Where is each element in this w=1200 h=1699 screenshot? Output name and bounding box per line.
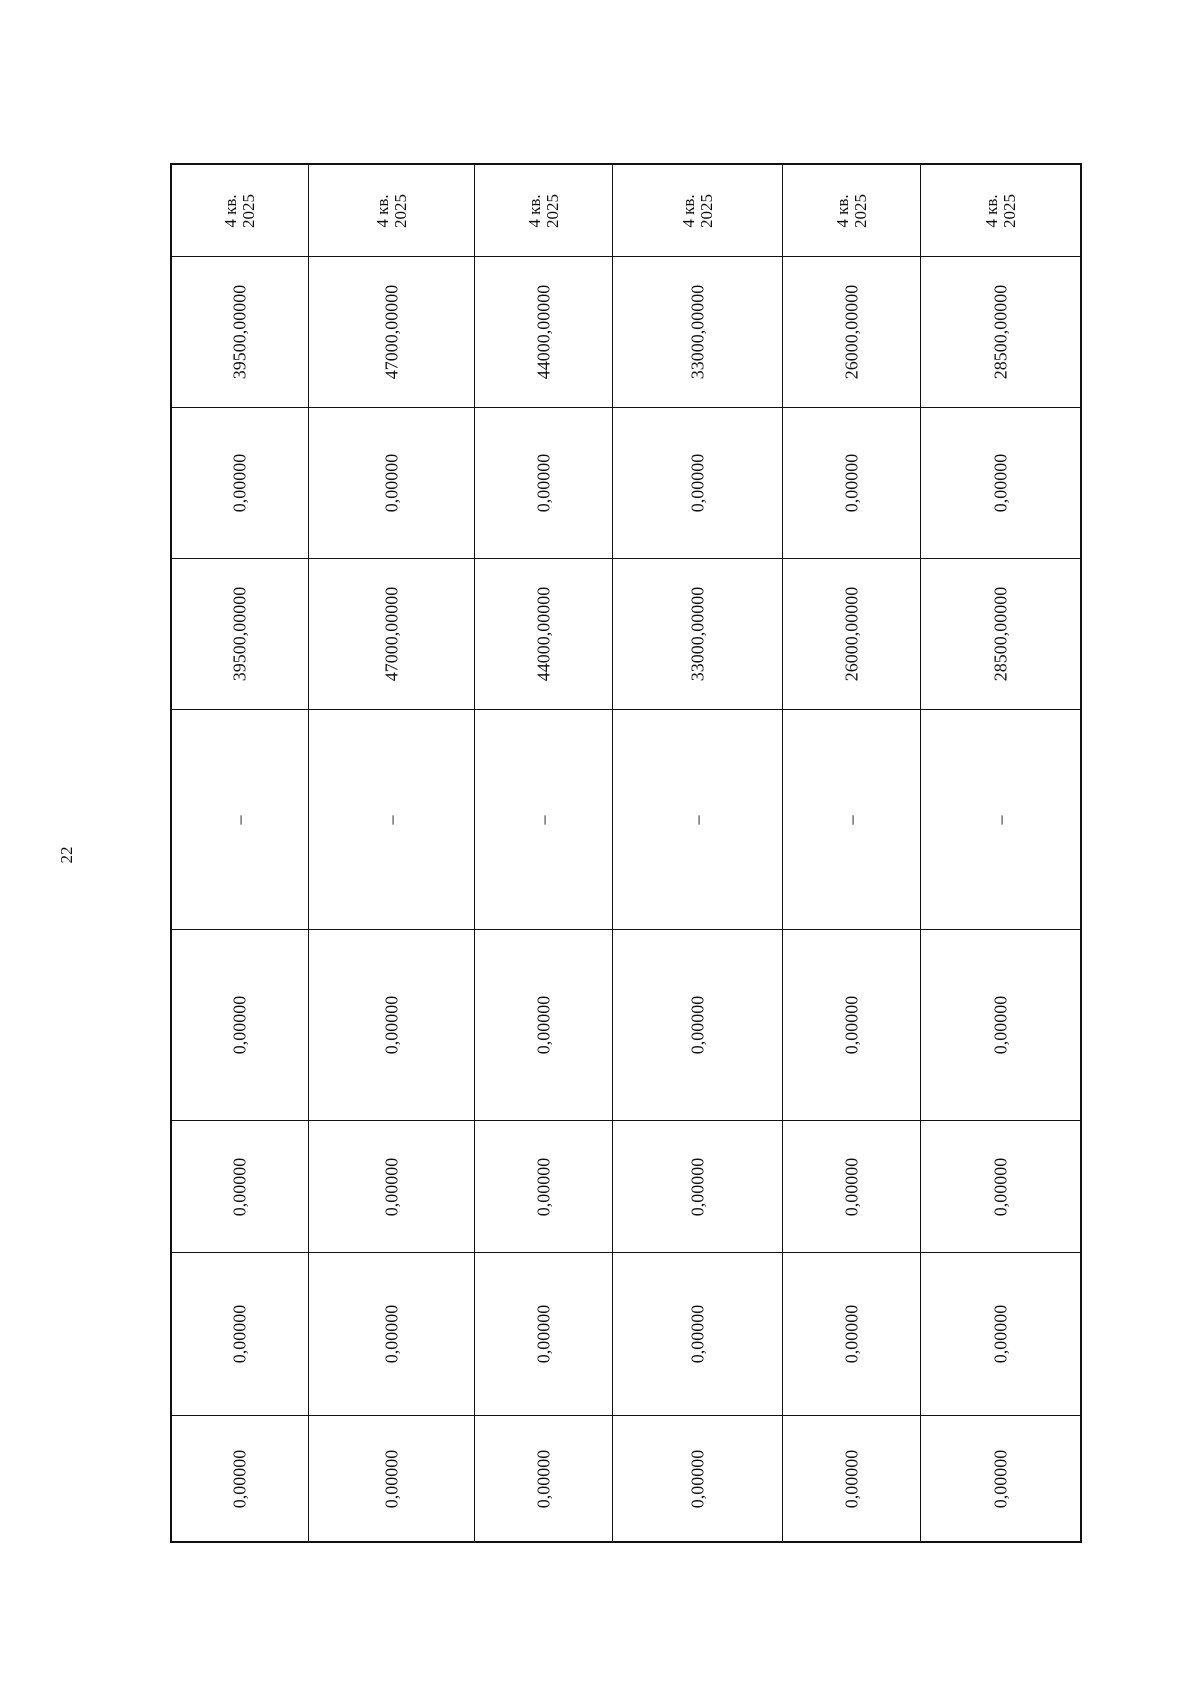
value-text: 0,00000 xyxy=(381,1449,402,1508)
value-cell xyxy=(309,1415,474,1541)
value-cell xyxy=(613,1415,782,1541)
table-row xyxy=(308,165,474,1541)
value-cell xyxy=(613,709,782,929)
value-cell xyxy=(921,558,1080,709)
value-text: 0,00000 xyxy=(841,995,862,1055)
value-cell xyxy=(309,709,474,929)
value-text: 28500,00000 xyxy=(990,284,1011,380)
value-text: 0,00000 xyxy=(381,1304,402,1364)
value-text: 0,00000 xyxy=(841,453,862,513)
value-cell xyxy=(309,1252,474,1415)
value-cell xyxy=(783,1252,920,1415)
period-cell xyxy=(921,165,1080,256)
value-cell xyxy=(475,709,612,929)
value-cell xyxy=(921,1252,1080,1415)
value-text: 0,00000 xyxy=(990,453,1011,513)
value-cell xyxy=(309,1120,474,1252)
value-cell xyxy=(783,929,920,1120)
value-cell xyxy=(783,256,920,407)
value-text: 0,00000 xyxy=(533,1304,554,1364)
period-quarter: 4 кв. xyxy=(524,193,544,228)
table-row xyxy=(782,165,920,1541)
value-text: – xyxy=(990,815,1011,824)
value-text: – xyxy=(687,815,708,824)
period-year: 2025 xyxy=(390,193,410,228)
value-cell xyxy=(921,709,1080,929)
period-quarter: 4 кв. xyxy=(981,193,1001,228)
period-cell xyxy=(475,165,612,256)
table-row xyxy=(920,165,1080,1541)
period-cell xyxy=(613,165,782,256)
value-cell xyxy=(613,256,782,407)
value-text: – xyxy=(841,815,862,824)
value-text: 0,00000 xyxy=(990,995,1011,1055)
value-cell xyxy=(172,1120,308,1252)
value-text: 0,00000 xyxy=(687,1157,708,1216)
value-cell xyxy=(783,407,920,558)
value-text: 0,00000 xyxy=(229,995,250,1055)
value-text: 47000,00000 xyxy=(381,586,402,682)
value-text: 0,00000 xyxy=(381,995,402,1055)
period-year: 2025 xyxy=(542,193,562,228)
value-text: 26000,00000 xyxy=(841,586,862,682)
table-row xyxy=(172,165,308,1541)
value-cell xyxy=(172,709,308,929)
value-text: 0,00000 xyxy=(381,453,402,513)
value-cell xyxy=(921,1120,1080,1252)
period-quarter: 4 кв. xyxy=(372,193,392,228)
period-year: 2025 xyxy=(239,193,258,228)
value-cell xyxy=(613,407,782,558)
period-year: 2025 xyxy=(850,193,870,228)
value-cell xyxy=(613,929,782,1120)
value-cell xyxy=(921,407,1080,558)
value-text: 33000,00000 xyxy=(687,284,708,380)
value-text: 47000,00000 xyxy=(381,284,402,380)
table-row xyxy=(474,165,612,1541)
value-text: 0,00000 xyxy=(841,1304,862,1364)
value-text: – xyxy=(229,815,250,824)
value-text: 0,00000 xyxy=(533,995,554,1055)
value-cell xyxy=(309,558,474,709)
value-text: 39500,00000 xyxy=(229,586,250,682)
period-year: 2025 xyxy=(999,193,1019,228)
value-text: 0,00000 xyxy=(533,1157,554,1216)
value-text: 0,00000 xyxy=(990,1449,1011,1508)
period-quarter: 4 кв. xyxy=(678,193,698,228)
value-cell xyxy=(783,1415,920,1541)
value-cell xyxy=(921,929,1080,1120)
value-text: 0,00000 xyxy=(687,995,708,1055)
value-text: 28500,00000 xyxy=(990,586,1011,682)
period-cell xyxy=(172,165,308,256)
period-cell xyxy=(309,165,474,256)
value-cell xyxy=(783,709,920,929)
period-quarter: 4 кв. xyxy=(221,193,241,228)
period-quarter: 4 кв. xyxy=(832,193,852,228)
value-text: – xyxy=(533,815,554,824)
value-cell xyxy=(613,558,782,709)
value-text: 44000,00000 xyxy=(533,586,554,682)
value-cell xyxy=(475,1120,612,1252)
value-cell xyxy=(475,256,612,407)
value-cell xyxy=(475,929,612,1120)
value-cell xyxy=(172,256,308,407)
value-cell xyxy=(921,256,1080,407)
value-text: – xyxy=(381,815,402,824)
value-cell xyxy=(309,407,474,558)
page-number: 22 xyxy=(57,846,76,864)
value-cell xyxy=(475,1252,612,1415)
value-cell xyxy=(783,1120,920,1252)
value-cell xyxy=(172,407,308,558)
value-cell xyxy=(309,929,474,1120)
value-text: 26000,00000 xyxy=(841,284,862,380)
value-cell xyxy=(172,929,308,1120)
value-cell xyxy=(172,1415,308,1541)
value-text: 0,00000 xyxy=(533,453,554,513)
value-text: 0,00000 xyxy=(990,1157,1011,1216)
value-text: 0,00000 xyxy=(687,453,708,513)
value-text: 0,00000 xyxy=(533,1449,554,1508)
value-text: 0,00000 xyxy=(229,1449,250,1508)
value-text: 0,00000 xyxy=(687,1304,708,1364)
value-cell xyxy=(783,558,920,709)
period-cell xyxy=(783,165,920,256)
value-text: 0,00000 xyxy=(381,1157,402,1216)
value-cell xyxy=(613,1252,782,1415)
value-cell xyxy=(475,407,612,558)
value-text: 33000,00000 xyxy=(687,586,708,682)
value-cell xyxy=(309,256,474,407)
value-cell xyxy=(475,558,612,709)
value-text: 39500,00000 xyxy=(229,284,250,380)
value-cell xyxy=(172,1252,308,1415)
value-text: 0,00000 xyxy=(841,1449,862,1508)
table-row xyxy=(612,165,782,1541)
value-text: 0,00000 xyxy=(229,1304,250,1364)
value-text: 0,00000 xyxy=(687,1449,708,1508)
value-text: 0,00000 xyxy=(990,1304,1011,1364)
value-text: 0,00000 xyxy=(229,1157,250,1216)
value-cell xyxy=(921,1415,1080,1541)
value-cell xyxy=(613,1120,782,1252)
value-cell xyxy=(172,558,308,709)
value-text: 0,00000 xyxy=(229,453,250,513)
value-cell xyxy=(475,1415,612,1541)
value-text: 44000,00000 xyxy=(533,284,554,380)
period-year: 2025 xyxy=(696,193,716,228)
value-text: 0,00000 xyxy=(841,1157,862,1216)
data-table xyxy=(170,163,1082,1543)
